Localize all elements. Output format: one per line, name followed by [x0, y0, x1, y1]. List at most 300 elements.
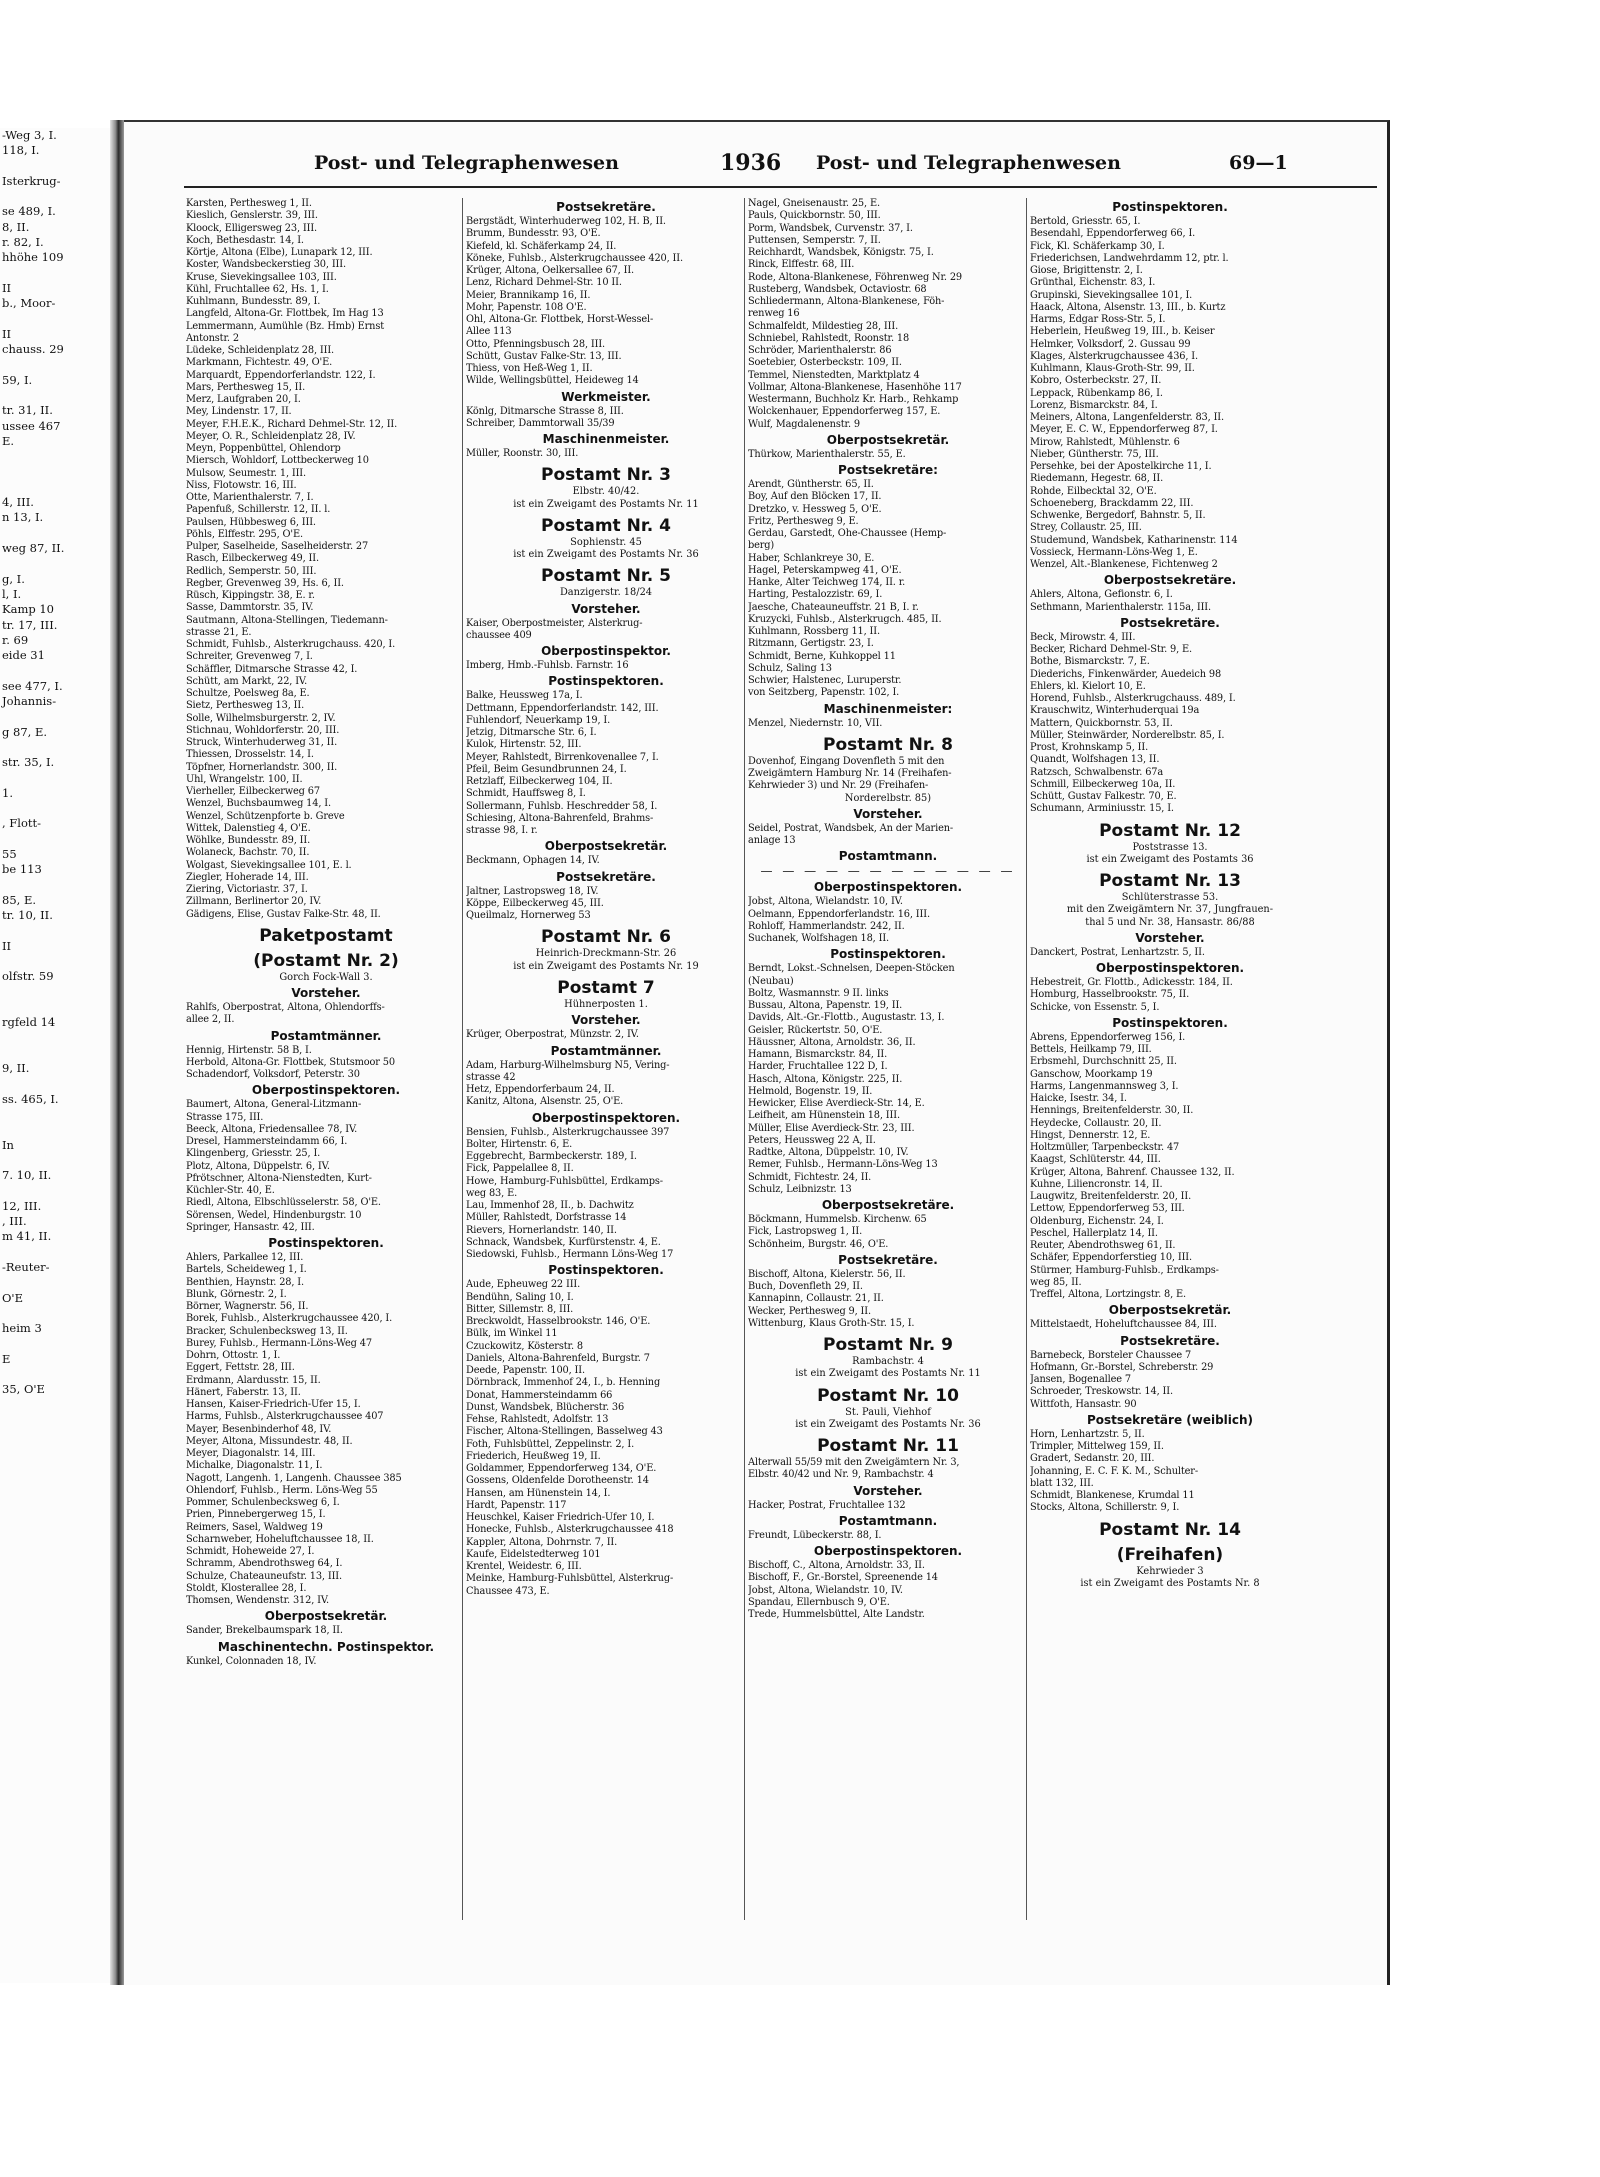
office-note: ist ein Zweigamt des Postamts Nr. 19	[513, 960, 699, 972]
directory-entry: Dresel, Hammersteindamm 66, I.	[186, 1136, 348, 1148]
previous-page-fragment	[0, 449, 112, 464]
directory-entry: Kanitz, Altona, Alsenstr. 25, O'E.	[466, 1096, 624, 1108]
directory-entry: Sollermann, Fuhlsb. Heschredder 58, I.	[466, 800, 658, 812]
previous-page-fragment: tr. 10, II.	[2, 908, 53, 923]
directory-entry: Mey, Lindenstr. 17, II.	[186, 406, 292, 418]
previous-page-edge	[0, 128, 112, 1983]
section-heading: Oberpostsekretäre.	[821, 1198, 955, 1213]
previous-page-fragment: -Weg 3, I.	[2, 128, 57, 142]
directory-entry: Breckwoldt, Hasselbrookstr. 146, O'E.	[466, 1316, 651, 1328]
directory-entry: Müller, Roonstr. 30, III.	[466, 448, 579, 459]
directory-entry: Mayer, Besenbinderhof 48, IV.	[186, 1423, 332, 1435]
directory-entry: Hacker, Postrat, Fruchtallee 132	[748, 1499, 906, 1511]
office-heading: Postamt Nr. 10	[817, 1385, 959, 1406]
office-note: Schlüterstrasse 53.	[1121, 892, 1219, 904]
previous-page-fragment: 8, II.	[2, 219, 30, 234]
office-heading: Postamt Nr. 5	[540, 566, 671, 587]
previous-page-fragment: r. 82, I.	[2, 235, 44, 250]
office-heading: Postamt Nr. 6	[540, 927, 671, 948]
directory-entry: Mars, Perthesweg 15, II.	[186, 381, 306, 393]
directory-entry: Oldenburg, Eichenstr. 24, I.	[1030, 1215, 1164, 1227]
previous-page-fragment	[0, 159, 112, 174]
previous-page-fragment	[0, 312, 112, 327]
directory-entry: Kuhne, Liliencronstr. 14, II.	[1030, 1178, 1163, 1190]
directory-entry: Fuhlendorf, Neuerkamp 19, I.	[466, 714, 611, 726]
directory-entry: Wenzel, Alt.-Blankenese, Fichtenweg 2	[1030, 559, 1218, 570]
section-heading: Postsekretäre.	[556, 200, 656, 214]
directory-entry: Müller, Rahlstedt, Dorfstrasse 14	[466, 1212, 627, 1224]
directory-entry: Fehse, Rahlstedt, Adolfstr. 13	[466, 1414, 609, 1426]
directory-entry: Bischoff, C., Altona, Arnoldstr. 33, II.	[748, 1560, 925, 1572]
directory-entry: weg 83, E.	[466, 1187, 518, 1199]
office-note: Heinrich-Dreckmann-Str. 26	[535, 948, 677, 960]
directory-entry: Kuhlmann, Rossberg 11, II.	[748, 626, 880, 637]
directory-entry: Schmill, Eilbeckerweg 10a, II.	[1030, 778, 1176, 790]
section-heading: Vorsteher.	[853, 1483, 923, 1498]
office-heading: Postamt Nr. 14	[1099, 1519, 1241, 1540]
directory-entry: Meyer, Rahlstedt, Birrenkovenallee 7, I.	[466, 751, 659, 763]
directory-entry: Müller, Elise Averdieck-Str. 23, III.	[748, 1122, 915, 1134]
previous-page-fragment: ussee 467	[2, 418, 61, 433]
directory-entry: Meyn, Poppenbüttel, Ohlendorp	[186, 443, 341, 454]
directory-entry: weg 85, II.	[1030, 1276, 1082, 1288]
previous-page-fragment: b., Moor-	[2, 296, 56, 311]
directory-entry: Antonstr. 2	[186, 332, 239, 344]
directory-entry: Thürkow, Marienthalerstr. 55, E.	[748, 448, 906, 460]
directory-entry: Giose, Brigittenstr. 2, I.	[1030, 265, 1143, 276]
directory-entry: Hardt, Papenstr. 117	[466, 1499, 567, 1511]
directory-entry: strasse 98, I. r.	[466, 825, 538, 837]
directory-entry: Schönheim, Burgstr. 46, O'E.	[748, 1238, 889, 1250]
previous-page-fragment: eide 31	[2, 648, 45, 663]
directory-entry: Geisler, Rückertstr. 50, O'E.	[748, 1024, 883, 1036]
directory-entry: Schütt, Gustav Falkestr. 70, E.	[1030, 791, 1177, 802]
directory-entry: Czuckowitz, Kösterstr. 8	[466, 1340, 583, 1352]
directory-entry: Schäffler, Ditmarsche Strasse 42, I.	[186, 663, 358, 675]
previous-page-fragment: m 41, II.	[2, 1229, 52, 1244]
directory-entry: Pauls, Quickbornstr. 50, III.	[748, 210, 881, 222]
directory-entry: Eggert, Fettstr. 28, III.	[186, 1362, 295, 1374]
directory-entry: Bergstädt, Winterhuderweg 102, H. B, II.	[466, 216, 666, 227]
directory-entry: Quandt, Wolfshagen 13, II.	[1030, 754, 1160, 766]
directory-entry: Nagel, Gneisenaustr. 25, E.	[748, 198, 880, 209]
directory-entry: Hansen, am Hünenstein 14, I.	[466, 1487, 611, 1499]
directory-entry: Schmidt, Fuhlsb., Alsterkrugchauss. 420, I.	[186, 639, 396, 650]
previous-page-fragment: olfstr. 59	[2, 969, 54, 984]
previous-page-fragment: heim 3	[2, 1321, 42, 1336]
directory-entry: Ritzmann, Gertigstr. 23, I.	[748, 638, 874, 650]
previous-page-fragment: g, I.	[2, 571, 25, 586]
directory-entry: Homburg, Hasselbrookstr. 75, II.	[1030, 989, 1190, 1001]
previous-page-fragment: In	[2, 1137, 14, 1152]
directory-entry: Retzlaff, Eilbeckerweg 104, II.	[466, 776, 613, 788]
previous-page-fragment: II	[2, 326, 12, 341]
section-heading: Maschinenmeister:	[823, 701, 953, 716]
directory-entry: Holtzmüller, Tarpenbeckstr. 47	[1030, 1142, 1180, 1154]
directory-entry: Plotz, Altona, Düppelstr. 6, IV.	[186, 1160, 330, 1172]
section-heading: Oberpostsekretär.	[544, 839, 668, 854]
directory-entry: Wulf, Magdalenenstr. 9	[748, 418, 860, 430]
directory-entry: Schütt, Gustav Falke-Str. 13, III.	[466, 350, 622, 362]
section-heading: Postsekretäre.	[838, 1252, 938, 1267]
directory-entry: Vollmar, Altona-Blankenese, Hasenhöhe 117	[748, 381, 962, 393]
directory-entry: Schulze, Chateauneufstr. 13, III.	[186, 1570, 342, 1582]
previous-page-fragment: 55	[2, 846, 17, 861]
directory-entry: Baumert, Altona, General-Litzmann-	[186, 1099, 362, 1111]
previous-page-fragment	[0, 480, 112, 495]
directory-entry: Aude, Epheuweg 22 III.	[466, 1279, 581, 1291]
directory-entry: Bischoff, Altona, Kielerstr. 56, II.	[748, 1268, 906, 1280]
directory-entry: Reimers, Sasel, Waldweg 19	[186, 1521, 323, 1533]
directory-entry: Köneke, Fuhlsb., Alsterkrugchaussee 420, II.	[466, 252, 683, 264]
directory-entry: Sietz, Perthesweg 13, II.	[186, 700, 305, 712]
directory-entry: Meyer, O. R., Schleidenplatz 28, IV.	[186, 430, 356, 442]
directory-entry: Merz, Laufgraben 20, I.	[186, 394, 301, 405]
directory-entry: Trimpler, Mittelweg 159, II.	[1030, 1441, 1164, 1453]
directory-entry: Daniels, Altona-Bahrenfeld, Burgstr. 7	[466, 1352, 650, 1364]
directory-entry: Thomsen, Wendenstr. 312, IV.	[186, 1595, 330, 1607]
directory-entry: Kruse, Sievekingsallee 103, III.	[186, 271, 337, 283]
directory-entry: Riedl, Altona, Elbschlüsselerstr. 58, O'E.	[186, 1197, 381, 1209]
previous-page-fragment: E.	[2, 433, 15, 448]
directory-entry: Kloock, Elligersweg 23, III.	[186, 222, 318, 234]
directory-entry: Koster, Wandsbeckerstieg 30, III.	[186, 259, 346, 271]
directory-entry: Strasse 175, III.	[186, 1111, 264, 1123]
directory-entry: blatt 132, III.	[1030, 1477, 1094, 1489]
directory-entry: Adam, Harburg-Wilhelmsburg N5, Vering-	[466, 1059, 670, 1071]
directory-entry: Horend, Fuhlsb., Alsterkrugchauss. 489, I.	[1030, 693, 1236, 704]
directory-entry: Westermann, Buchholz Kr. Harb., Rehkamp	[748, 394, 959, 405]
section-heading: Postinspektoren.	[830, 947, 946, 962]
directory-entry: Honecke, Fuhlsb., Alsterkrugchaussee 418	[466, 1524, 674, 1536]
previous-page-fragment: Isterkrug-	[2, 173, 61, 188]
directory-entry: Reichhardt, Wandsbek, Königstr. 75, I.	[748, 247, 934, 258]
directory-entry: Bracker, Schulenbecksweg 13, II.	[186, 1325, 348, 1337]
previous-page-fragment	[0, 266, 112, 281]
column-4	[1030, 198, 1310, 1590]
directory-entry: Erdmann, Alardusstr. 15, II.	[186, 1374, 321, 1386]
directory-entry: Prost, Krohnskamp 5, II.	[1030, 742, 1149, 753]
directory-entry: Redlich, Semperstr. 50, III.	[186, 565, 317, 577]
directory-entry: Bertold, Griesstr. 65, I.	[1030, 216, 1141, 227]
directory-entry: Hennings, Breitenfelderstr. 30, II.	[1030, 1105, 1194, 1117]
previous-page-fragment: weg 87, II.	[2, 541, 65, 556]
directory-entry: Ratzsch, Schwalbenstr. 67a	[1030, 766, 1164, 778]
previous-page-fragment	[0, 954, 112, 969]
directory-entry: Krauschwitz, Winterhuderquai 19a	[1030, 705, 1200, 717]
directory-entry: Pfrötschner, Altona-Nienstedten, Kurt-	[186, 1172, 372, 1184]
directory-entry: Abrens, Eppendorferweg 156, I.	[1030, 1031, 1186, 1043]
directory-entry: Prien, Pinnebergerweg 15, I.	[186, 1509, 326, 1521]
directory-entry: Kappler, Altona, Dohrnstr. 7, II.	[466, 1536, 618, 1548]
office-note: mit den Zweigämtern Nr. 37, Jungfrauen-	[1066, 904, 1274, 916]
directory-entry: Fick, Pappelallee 8, II.	[466, 1163, 574, 1175]
directory-entry: Ahlers, Parkallee 12, III.	[186, 1252, 304, 1264]
previous-page-fragment: , III.	[2, 1214, 27, 1229]
previous-page-fragment: 1.	[2, 785, 13, 800]
directory-entry: Seidel, Postrat, Wandsbek, An der Marien-	[748, 822, 954, 834]
directory-entry: Schliedermann, Altona-Blankenese, Föh-	[748, 296, 945, 307]
directory-entry: Ehlers, kl. Kielort 10, E.	[1030, 680, 1146, 692]
section-heading: Postinspektoren.	[1112, 1015, 1228, 1030]
previous-page-fragment: str. 35, I.	[2, 755, 55, 770]
directory-entry: Wenzel, Schützenpforte b. Greve	[186, 810, 345, 822]
directory-entry: Schröder, Marienthalerstr. 86	[748, 345, 892, 356]
directory-entry: Karsten, Perthesweg 1, II.	[186, 198, 312, 209]
previous-page-fragment: n 13, I.	[2, 510, 44, 525]
directory-entry: Kuhlmann, Bundesstr. 89, I.	[186, 296, 321, 307]
directory-entry: Hennig, Hirtenstr. 58 B, I.	[186, 1044, 312, 1056]
previous-page-fragment: tr. 31, II.	[2, 403, 53, 418]
directory-entry: Hetz, Eppendorferbaum 24, II.	[466, 1084, 615, 1096]
directory-entry: Jaesche, Chateauneuffstr. 21 B, I. r.	[748, 601, 919, 613]
directory-entry: Heberlein, Heußweg 19, III., b. Keiser	[1030, 326, 1215, 338]
directory-entry: Johanning, E. C. F. K. M., Schulter-	[1030, 1465, 1198, 1477]
directory-entry: Studemund, Wandsbek, Katharinenstr. 114	[1030, 534, 1238, 546]
directory-entry: Stichnau, Wohldorferstr. 20, III.	[186, 724, 340, 736]
previous-page-fragment: rgfeld 14	[2, 1015, 56, 1030]
directory-entry: Alterwall 55/59 mit den Zweigämtern Nr. 3,	[748, 1457, 960, 1469]
section-heading: Maschinenmeister.	[542, 432, 670, 446]
directory-entry: Sander, Brekelbaumspark 18, II.	[186, 1625, 343, 1637]
directory-entry: Elbstr. 40/42 und Nr. 9, Rambachstr. 4	[748, 1469, 934, 1481]
section-heading: Postamtmänner.	[270, 1028, 382, 1043]
section-heading: Vorsteher.	[1135, 930, 1205, 945]
column-divider	[744, 198, 745, 1920]
header-left-title: Post- und Telegraphenwesen	[314, 152, 619, 174]
directory-entry: Lorenz, Bismarckstr. 84, I.	[1030, 399, 1158, 411]
directory-entry: Stoldt, Klosterallee 28, I.	[186, 1582, 307, 1594]
directory-entry: Besendahl, Eppendorferweg 66, I.	[1030, 228, 1196, 240]
directory-entry: chaussee 409	[466, 629, 532, 641]
directory-entry: Schramm, Abendrothsweg 64, I.	[186, 1558, 343, 1570]
directory-entry: Wilde, Wellingsbüttel, Heideweg 14	[466, 375, 639, 387]
directory-entry: Pulper, Saselheide, Saselheiderstr. 27	[186, 541, 369, 552]
directory-entry: Helmold, Bogenstr. 19, II.	[748, 1085, 873, 1097]
directory-entry: Wolaneck, Bachstr. 70, II.	[186, 847, 310, 859]
office-heading: Postamt Nr. 12	[1099, 820, 1241, 841]
office-heading: Postamt Nr. 9	[822, 1335, 953, 1356]
directory-entry: Lemmermann, Aumühle (Bz. Hmb) Ernst	[186, 320, 384, 332]
directory-entry: Dovenhof, Eingang Dovenfleth 5 mit den	[748, 755, 945, 767]
directory-entry: Chaussee 473, E.	[466, 1585, 550, 1597]
directory-entry: Arendt, Güntherstr. 65, II.	[748, 479, 874, 490]
previous-page-fragment	[0, 1153, 112, 1168]
previous-page-fragment: be 113	[2, 862, 42, 877]
directory-entry: Queilmalz, Hornerweg 53	[466, 910, 591, 922]
directory-entry: Krüger, Altona, Bahrenf. Chaussee 132, II.	[1030, 1166, 1235, 1178]
directory-entry: Beeck, Altona, Friedensallee 78, IV.	[186, 1123, 358, 1135]
previous-page-fragment	[0, 357, 112, 372]
directory-entry: Schmidt, Fichtestr. 24, II.	[748, 1171, 872, 1183]
directory-entry: Meinke, Hamburg-Fuhlsbüttel, Alsterkrug-	[466, 1573, 674, 1585]
directory-entry: Hanke, Alter Teichweg 174, II. r.	[748, 577, 906, 588]
previous-page-fragment: tr. 17, III.	[2, 617, 58, 632]
directory-entry: Trede, Hummelsbüttel, Alte Landstr.	[748, 1609, 925, 1621]
directory-entry: Michalke, Diagonalstr. 11, I.	[186, 1460, 323, 1472]
directory-entry: Gossens, Oldenfelde Dorotheenstr. 14	[466, 1475, 649, 1487]
directory-entry: Diederichs, Finkenwärder, Auedeich 98	[1030, 668, 1222, 680]
section-heading: Postsekretäre (weiblich)	[1086, 1412, 1254, 1427]
directory-entry: Siedowski, Fuhlsb., Hermann Löns-Weg 17	[466, 1249, 674, 1261]
directory-entry: Krüger, Altona, Oelkersallee 67, II.	[466, 265, 635, 276]
directory-entry: Menzel, Niedernstr. 10, VII.	[748, 717, 883, 729]
previous-page-fragment	[0, 923, 112, 938]
directory-entry: Dörnbrack, Immenhof 24, I., b. Henning	[466, 1377, 661, 1389]
directory-entry: Ahlers, Altona, Gefionstr. 6, I.	[1030, 589, 1173, 601]
directory-entry: Struck, Winterhuderweg 31, II.	[186, 737, 338, 748]
directory-entry: Harms, Langenmannsweg 3, I.	[1030, 1080, 1179, 1092]
directory-entry: Heuschkel, Kaiser Friedrich-Ufer 10, I.	[466, 1512, 655, 1524]
directory-entry: Soetebier, Osterbeckstr. 109, II.	[748, 357, 902, 369]
previous-page-fragment: 59, I.	[2, 372, 33, 387]
previous-page-fragment	[0, 1122, 112, 1137]
directory-entry: Dunst, Wandsbek, Blücherstr. 36	[466, 1401, 625, 1413]
directory-entry: Fick, Kl. Schäferkamp 30, I.	[1030, 240, 1165, 252]
directory-entry: Papenfuß, Schillerstr. 12, II. l.	[186, 504, 331, 516]
previous-page-fragment	[0, 556, 112, 571]
directory-entry: Donat, Hammersteindamm 66	[466, 1389, 613, 1401]
directory-entry: Dretzko, v. Hessweg 5, O'E.	[748, 503, 882, 515]
previous-page-fragment	[0, 985, 112, 1000]
previous-page-fragment: g 87, E.	[2, 724, 48, 739]
directory-entry: Berndt, Lokst.-Schnelsen, Deepen-Stöcken	[748, 963, 955, 975]
directory-entry: Schütt, am Markt, 22, IV.	[186, 675, 308, 687]
directory-entry: Howe, Hamburg-Fuhlsbüttel, Erdkamps-	[466, 1175, 663, 1187]
section-heading: Postinspektoren.	[1112, 200, 1228, 214]
directory-entry: Brumm, Bundesstr. 93, O'E.	[466, 228, 601, 240]
section-heading: Postamtmann.	[838, 1513, 938, 1528]
section-heading: Oberpostsekretär.	[264, 1609, 388, 1624]
directory-entry: Rode, Altona-Blankenese, Föhrenweg Nr. 29	[748, 271, 963, 283]
directory-entry: Kulok, Hirtenstr. 52, III.	[466, 739, 582, 751]
directory-entry: Kühl, Fruchtallee 62, Hs. 1, I.	[186, 283, 329, 295]
previous-page-fragment	[0, 526, 112, 541]
directory-entry: Kiefeld, kl. Schäferkamp 24, II.	[466, 240, 617, 252]
office-note: Danzigerstr. 18/24	[559, 587, 653, 599]
directory-entry: Schoeneberg, Brackdamm 22, III.	[1030, 497, 1194, 509]
office-note: ist ein Zweigamt des Postamts 36	[1086, 853, 1254, 865]
directory-entry: Leppack, Rübenkamp 86, I.	[1030, 387, 1163, 399]
directory-entry: Foth, Fuhlsbüttel, Zeppelinstr. 2, I.	[466, 1438, 635, 1450]
previous-page-fragment: r. 69	[2, 632, 29, 647]
office-heading: (Postamt Nr. 2)	[253, 950, 399, 971]
previous-page-fragment	[0, 740, 112, 755]
directory-entry: Wolckenhauer, Eppendorferweg 157, E.	[748, 406, 941, 418]
directory-entry: Krüger, Oberpostrat, Münzstr. 2, IV.	[466, 1029, 639, 1041]
office-note: Hühnerposten 1.	[564, 999, 648, 1011]
directory-entry: Ohlendorf, Fuhlsb., Herm. Löns-Weg 55	[186, 1484, 378, 1496]
directory-entry: Erbsmehl, Durchschnitt 25, II.	[1030, 1056, 1177, 1068]
office-note: ist ein Zweigamt des Postamts Nr. 36	[513, 549, 699, 561]
directory-entry: Sörensen, Wedel, Hindenburgstr. 10	[186, 1209, 362, 1221]
office-note: Elbstr. 40/42.	[572, 486, 640, 498]
directory-entry: Rasch, Eilbeckerweg 49, II.	[186, 553, 319, 565]
directory-entry: Boy, Auf den Blöcken 17, II.	[748, 491, 882, 503]
directory-entry: Gradert, Sedanstr. 20, III.	[1030, 1453, 1155, 1465]
section-heading: Oberpostsekretär.	[826, 432, 950, 447]
section-heading: Postamtmann.	[838, 849, 938, 864]
directory-entry: Pöhls, Elffestr. 295, O'E.	[186, 528, 303, 540]
directory-entry: Fritz, Perthesweg 9, E.	[748, 515, 859, 527]
directory-entry: Beckmann, Ophagen 14, IV.	[466, 855, 600, 867]
office-note: Kehrwieder 3	[1136, 1565, 1204, 1577]
directory-entry: Schreiber, Dammtorwall 35/39	[466, 417, 615, 429]
directory-entry: Kruzycki, Fuhlsb., Alsterkrugch. 485, II.	[748, 613, 942, 625]
directory-entry: Peters, Heussweg 22 A, II.	[748, 1134, 876, 1146]
section-heading: Oberpostsekretär.	[1108, 1303, 1232, 1318]
directory-entry: Rinck, Elffestr. 68, III.	[748, 259, 855, 271]
directory-entry: Schulz, Leibnizstr. 13	[748, 1183, 852, 1195]
directory-entry: Puttensen, Semperstr. 7, II.	[748, 234, 881, 246]
directory-entry: Springer, Hansastr. 42, III.	[186, 1221, 315, 1233]
directory-entry: Schwenke, Bergedorf, Bahnstr. 5, II.	[1030, 510, 1206, 521]
directory-entry: Deede, Papenstr. 100, II.	[466, 1365, 585, 1377]
previous-page-fragment	[0, 1076, 112, 1091]
directory-entry: Wittfoth, Hansastr. 90	[1030, 1398, 1137, 1410]
directory-entry: Schnack, Wandsbek, Kurfürstenstr. 4, E.	[466, 1236, 661, 1248]
directory-entry: Riedemann, Hegestr. 68, II.	[1030, 473, 1164, 485]
directory-entry: Mohr, Papenstr. 108 O'E.	[466, 301, 587, 313]
directory-entry: Sethmann, Marienthalerstr. 115a, III.	[1030, 601, 1211, 613]
directory-entry: Hebestreit, Gr. Flottb., Adickesstr. 184, II.	[1030, 977, 1233, 989]
header-right-title: Post- und Telegraphenwesen	[816, 152, 1121, 174]
header-year: 1936	[720, 150, 782, 176]
directory-entry: Thiess, von Heß-Weg 1, II.	[466, 363, 593, 374]
office-heading: Postamt Nr. 13	[1099, 871, 1241, 892]
directory-entry: Jaltner, Lastropsweg 18, IV.	[466, 885, 599, 897]
section-heading: Oberpostinspektoren.	[813, 880, 963, 895]
directory-entry: Danckert, Postrat, Lenhartzstr. 5, II.	[1030, 946, 1205, 958]
directory-entry: Harder, Fruchtallee 122 D, I.	[748, 1061, 888, 1073]
directory-entry: Mattern, Quickbornstr. 53, II.	[1030, 717, 1173, 729]
directory-entry: Krentel, Weidestr. 6, III.	[466, 1561, 582, 1573]
directory-entry: Haicke, Isestr. 34, I.	[1030, 1093, 1127, 1105]
directory-entry: Schmidt, Berne, Kuhkoppel 11	[748, 650, 896, 662]
directory-entry: Meiners, Altona, Langenfelderstr. 83, II.	[1030, 412, 1224, 423]
directory-entry: Peschel, Hallerplatz 14, II.	[1030, 1227, 1158, 1239]
previous-page-fragment: se 489, I.	[2, 204, 56, 219]
directory-entry: Rohloff, Hammerlandstr. 242, II.	[748, 920, 905, 932]
directory-entry: Hingst, Dennerstr. 12, E.	[1030, 1129, 1151, 1141]
office-heading: Postamt Nr. 8	[822, 734, 953, 755]
directory-entry: Langfeld, Altona-Gr. Flottbek, Im Hag 13	[186, 308, 384, 320]
directory-entry: Schmidt, Hauffsweg 8, I.	[466, 788, 586, 800]
directory-entry: von Seitzberg, Papenstr. 102, I.	[748, 687, 900, 699]
directory-entry: Kehrwieder 3) und Nr. 29 (Freihafen-	[748, 780, 929, 792]
office-note: St. Pauli, Viehhof	[845, 1406, 931, 1418]
directory-entry: Bensien, Fuhlsb., Alsterkrugchaussee 397	[466, 1126, 670, 1138]
directory-entry: Küchler-Str. 40, E.	[186, 1185, 275, 1197]
previous-page-fragment	[0, 1306, 112, 1321]
directory-entry: Kannapinn, Collaustr. 21, II.	[748, 1293, 884, 1305]
directory-entry: Stürmer, Hamburg-Fuhlsb., Erdkamps-	[1030, 1264, 1219, 1276]
directory-entry: Bolter, Hirtenstr. 6, E.	[466, 1138, 573, 1150]
directory-entry: Schniebel, Rahlstedt, Roonstr. 18	[748, 332, 910, 344]
directory-entry: Lenz, Richard Dehmel-Str. 10 II.	[466, 277, 622, 289]
directory-entry: Jansen, Bogenallee 7	[1030, 1374, 1131, 1386]
directory-entry: anlage 13	[748, 835, 796, 847]
directory-entry: Eggebrecht, Barmbeckerstr. 189, I.	[466, 1151, 637, 1163]
directory-entry: Rievers, Hornerlandstr. 140, II.	[466, 1224, 617, 1236]
previous-page-fragment: O'E	[2, 1290, 23, 1305]
directory-entry: Bendühn, Saling 10, I.	[466, 1291, 574, 1303]
directory-entry: Fischer, Altona-Stellingen, Basselweg 43	[466, 1426, 663, 1438]
directory-entry: Benthien, Haynstr. 28, I.	[186, 1276, 304, 1288]
directory-entry: Strey, Collaustr. 25, III.	[1030, 522, 1142, 534]
directory-entry: Harting, Pestalozzistr. 69, I.	[748, 589, 883, 601]
previous-page-fragment	[0, 189, 112, 204]
